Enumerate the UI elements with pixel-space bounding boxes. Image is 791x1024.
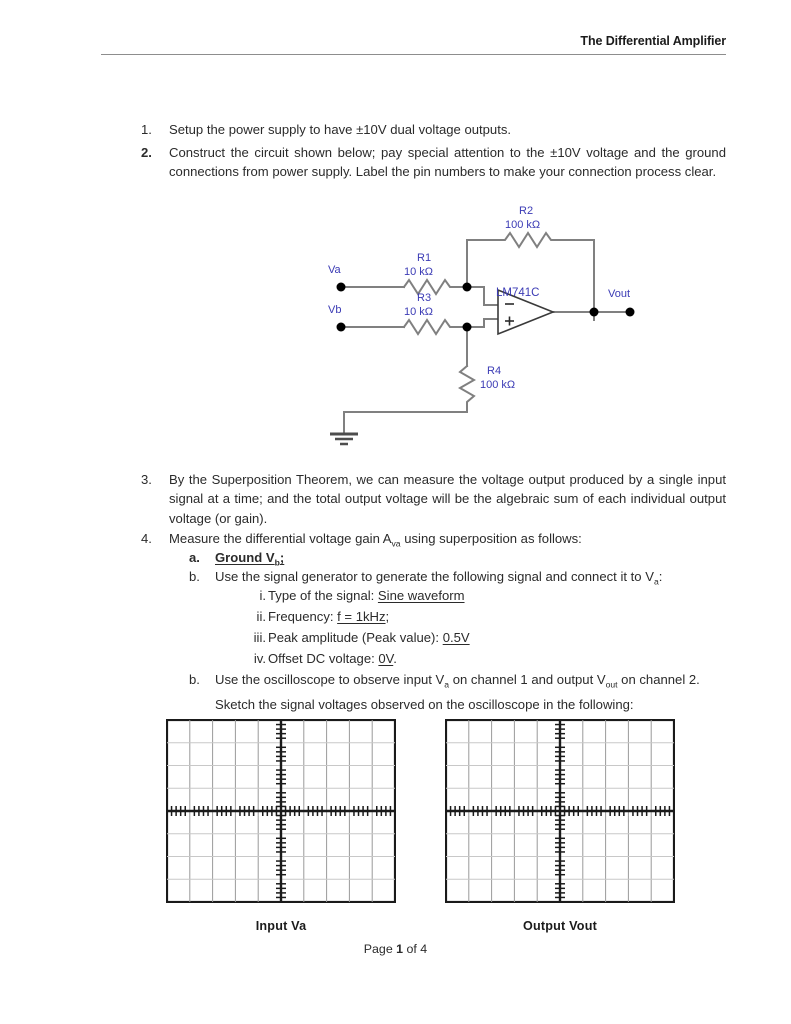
wire-inv-to-opamp: [467, 287, 498, 305]
list-marker-4b2: b.: [189, 672, 200, 687]
label-r2-value: 100 kΩ: [505, 219, 541, 231]
scope-output-vout: [445, 719, 675, 933]
scope-grid-2: [445, 719, 675, 903]
list-text-roman-iv: [268, 649, 726, 668]
list-marker-2: 2.: [141, 145, 152, 160]
circuit-diagram: [300, 198, 660, 458]
page-footer: [0, 942, 791, 956]
list-item-roman-i: [236, 586, 726, 605]
list-marker-4a: a.: [189, 550, 200, 565]
list-text-roman-i: [268, 586, 726, 605]
label-r2-name: R2: [519, 205, 534, 217]
label-va: Va: [328, 264, 341, 276]
list-marker-4b1: b.: [189, 569, 200, 584]
label-opamp: LM741C: [496, 287, 540, 299]
list-marker-roman-i: i.: [259, 588, 266, 603]
list-text-3: By the Superposition Theorem, we can measure the voltage output produced by a single input signal at a time; and the total output voltage will be the algebraic sum of each individual output voltage (or gain).: [169, 472, 726, 526]
list-marker-roman-iv: iv.: [253, 651, 266, 666]
roman-iii-label: Peak amplitude (Peak value):: [268, 630, 443, 645]
list-text-4b2: [215, 670, 731, 714]
sub-a-label-before: Ground V: [215, 550, 275, 565]
list-item-1: [141, 120, 726, 139]
list-item-roman-ii: [236, 607, 726, 626]
label-r4-value: 100 kΩ: [480, 379, 516, 391]
terminal-vout: [626, 308, 635, 317]
ground-icon: [330, 434, 358, 444]
list-text-1: Setup the power supply to have ±10V dual voltage outputs.: [169, 122, 512, 137]
sub-a-label-after: ;: [279, 550, 285, 565]
header-title: The Differential Amplifier: [580, 34, 726, 48]
list-marker-1: 1.: [141, 122, 152, 137]
footer-page-number: 1: [396, 942, 404, 956]
circuit-nodes: [337, 283, 635, 332]
terminal-va: [337, 283, 346, 292]
list-item-roman-iv: [236, 649, 726, 668]
roman-iv-answer: 0V: [378, 651, 394, 666]
list-item-2: [141, 143, 726, 182]
list-marker-roman-ii: ii.: [256, 609, 266, 624]
roman-ii-label: Frequency:: [268, 609, 338, 624]
header-divider: [101, 54, 726, 55]
sub-b2-part3: on channel 2. Sketch the signal voltages observed on the oscilloscope in the following:: [215, 672, 700, 713]
wire-to-ground: [344, 410, 467, 434]
list-marker-3: 3.: [141, 472, 152, 487]
footer-prefix: Page: [363, 942, 397, 956]
label-r3-name: R3: [417, 292, 432, 304]
scope-grid-1: [166, 719, 396, 903]
circuit-wires: [341, 233, 630, 434]
page-header: [101, 34, 726, 55]
sub-a-subscript: b: [274, 557, 280, 568]
circuit-svg: [300, 198, 660, 458]
step4-text-after: using superposition as follows:: [400, 531, 582, 546]
sub-b2-sub1: a: [444, 679, 450, 690]
wire-noninv-to-opamp: [467, 319, 498, 327]
label-r3-value: 10 kΩ: [404, 306, 434, 318]
junction-noninverting: [463, 323, 472, 332]
list-text-2: Construct the circuit shown below; pay special attention to the ±10V voltage and the ground connections from power supply. Label the pin numbers to make your connection process clear.: [169, 145, 726, 180]
roman-i-label: Type of the signal:: [268, 588, 378, 603]
list-item-3: [141, 470, 726, 528]
roman-i-answer: Sine waveform: [377, 588, 465, 603]
roman-ii-answer: f = 1kHz: [337, 609, 386, 624]
sub-b2-part1: Use the oscilloscope to observe input V: [215, 672, 445, 687]
step4-text-before: Measure the differential voltage gain A: [169, 531, 392, 546]
label-vout: Vout: [608, 288, 631, 300]
resistor-r4-symbol: [460, 366, 474, 410]
list-text-roman-ii: [268, 607, 726, 626]
list-item-roman-iii: [236, 628, 726, 647]
junction-vout: [590, 308, 599, 317]
list-marker-4: 4.: [141, 531, 152, 546]
label-vb: Vb: [328, 304, 342, 316]
junction-inverting: [463, 283, 472, 292]
label-r4-name: R4: [487, 365, 502, 377]
roman-iv-trailer: .: [393, 651, 397, 666]
sub-b2-sub2: out: [605, 679, 618, 690]
resistor-r2-symbol: [467, 233, 594, 247]
sub-b2-part2: on channel 1 and output V: [449, 672, 606, 687]
roman-iii-answer: 0.5V: [442, 630, 470, 645]
list-text-roman-iii: [268, 628, 726, 647]
sub-b1-text-after: :: [658, 569, 663, 584]
scope-caption-2: Output Vout: [522, 919, 597, 933]
list-item-4b2: [189, 670, 731, 714]
roman-ii-trailer: ;: [385, 609, 390, 624]
label-r1-name: R1: [417, 252, 432, 264]
roman-iv-label: Offset DC voltage:: [268, 651, 379, 666]
scope-input-va: [166, 719, 396, 933]
label-r1-value: 10 kΩ: [404, 266, 434, 278]
sub-b1-text-before: Use the signal generator to generate the following signal and connect it to V: [215, 569, 654, 584]
terminal-vb: [337, 323, 346, 332]
circuit-labels: [328, 205, 630, 391]
sub-b1-subscript: a: [653, 576, 659, 587]
scope-caption-1: Input Va: [255, 919, 307, 933]
footer-suffix: of 4: [403, 942, 428, 956]
resistor-r3-symbol: [404, 320, 467, 334]
resistor-r1-symbol: [404, 280, 467, 294]
list-marker-roman-iii: iii.: [253, 630, 266, 645]
step4-subscript: va: [391, 538, 401, 549]
